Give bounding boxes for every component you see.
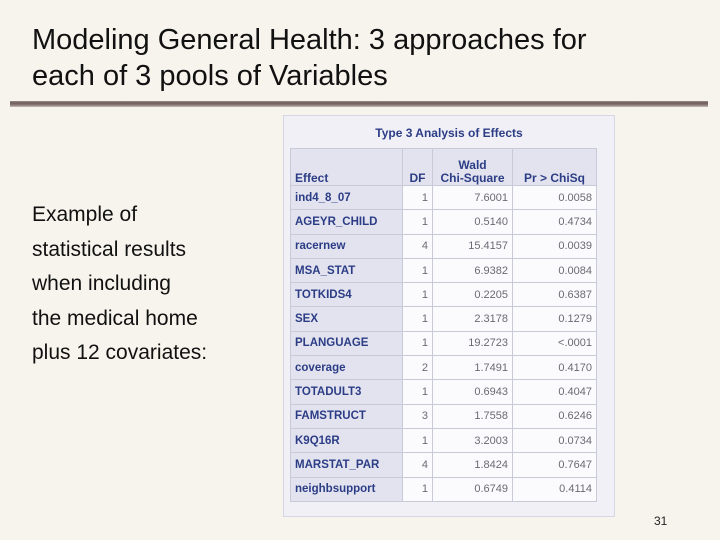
cell-effect: coverage xyxy=(291,356,403,380)
cell-df: 3 xyxy=(403,404,433,428)
cell-effect: TOTADULT3 xyxy=(291,380,403,404)
cell-chisq: 7.6001 xyxy=(433,186,513,210)
table-row xyxy=(291,380,597,404)
cell-pvalue: 0.4047 xyxy=(513,380,597,404)
table-header-row xyxy=(291,149,597,186)
cell-pvalue: 0.0084 xyxy=(513,258,597,282)
header-wald-line2: Chi-Square xyxy=(440,171,505,185)
cell-chisq: 1.8424 xyxy=(433,453,513,477)
table-title: Type 3 Analysis of Effects xyxy=(375,126,523,140)
title-line-1: Modeling General Health: 3 approaches for xyxy=(32,24,587,56)
cell-pvalue: 0.4734 xyxy=(513,210,597,234)
cell-df: 4 xyxy=(403,234,433,258)
table-row xyxy=(291,428,597,452)
cell-df: 1 xyxy=(403,428,433,452)
cell-pvalue: 0.4114 xyxy=(513,477,597,501)
cell-effect: K9Q16R xyxy=(291,428,403,452)
table-row xyxy=(291,453,597,477)
cell-pvalue: 0.0058 xyxy=(513,186,597,210)
cell-chisq: 2.3178 xyxy=(433,307,513,331)
table-row xyxy=(291,307,597,331)
cell-effect: racernew xyxy=(291,234,403,258)
cell-df: 1 xyxy=(403,307,433,331)
cell-df: 1 xyxy=(403,258,433,282)
cell-df: 1 xyxy=(403,380,433,404)
cell-df: 2 xyxy=(403,356,433,380)
cell-df: 1 xyxy=(403,283,433,307)
header-pvalue: Pr > ChiSq xyxy=(513,149,597,186)
body-text xyxy=(32,198,267,371)
body-line: when including xyxy=(32,272,171,295)
cell-pvalue: <.0001 xyxy=(513,331,597,355)
cell-pvalue: 0.1279 xyxy=(513,307,597,331)
cell-pvalue: 0.0734 xyxy=(513,428,597,452)
slide-title xyxy=(32,22,692,94)
header-df: DF xyxy=(403,149,433,186)
cell-effect: FAMSTRUCT xyxy=(291,404,403,428)
header-wald xyxy=(433,149,513,186)
cell-effect: MSA_STAT xyxy=(291,258,403,282)
table-body xyxy=(291,186,597,502)
table-row xyxy=(291,186,597,210)
cell-df: 1 xyxy=(403,186,433,210)
title-divider xyxy=(10,101,708,107)
cell-chisq: 6.9382 xyxy=(433,258,513,282)
body-line: plus 12 covariates: xyxy=(32,341,208,364)
cell-df: 1 xyxy=(403,331,433,355)
header-effect: Effect xyxy=(291,149,403,186)
cell-effect: ind4_8_07 xyxy=(291,186,403,210)
cell-chisq: 0.5140 xyxy=(433,210,513,234)
effects-table xyxy=(290,148,597,502)
body-line: Example of xyxy=(32,203,138,226)
cell-effect: SEX xyxy=(291,307,403,331)
cell-df: 4 xyxy=(403,453,433,477)
body-line: statistical results xyxy=(32,237,187,261)
cell-chisq: 15.4157 xyxy=(433,234,513,258)
cell-effect: AGEYR_CHILD xyxy=(291,210,403,234)
table-row xyxy=(291,210,597,234)
cell-chisq: 3.2003 xyxy=(433,428,513,452)
cell-chisq: 1.7491 xyxy=(433,356,513,380)
cell-chisq: 0.2205 xyxy=(433,283,513,307)
page-number: 31 xyxy=(654,514,668,528)
table-row xyxy=(291,331,597,355)
cell-df: 1 xyxy=(403,210,433,234)
cell-chisq: 0.6749 xyxy=(433,477,513,501)
table-row xyxy=(291,477,597,501)
title-line-2: each of 3 pools of Variables xyxy=(32,60,388,92)
cell-effect: neighbsupport xyxy=(291,477,403,501)
cell-chisq: 0.6943 xyxy=(433,380,513,404)
header-wald-line1: Wald xyxy=(458,158,487,172)
table-row xyxy=(291,404,597,428)
cell-pvalue: 0.6387 xyxy=(513,283,597,307)
cell-pvalue: 0.4170 xyxy=(513,356,597,380)
cell-pvalue: 0.0039 xyxy=(513,234,597,258)
table-row xyxy=(291,356,597,380)
table-row xyxy=(291,283,597,307)
results-table-image xyxy=(283,115,615,517)
cell-pvalue: 0.7647 xyxy=(513,453,597,477)
cell-chisq: 1.7558 xyxy=(433,404,513,428)
table-row xyxy=(291,234,597,258)
body-line: the medical home xyxy=(32,306,198,330)
cell-effect: PLANGUAGE xyxy=(291,331,403,355)
cell-effect: MARSTAT_PAR xyxy=(291,453,403,477)
cell-effect: TOTKIDS4 xyxy=(291,283,403,307)
cell-chisq: 19.2723 xyxy=(433,331,513,355)
table-row xyxy=(291,258,597,282)
cell-df: 1 xyxy=(403,477,433,501)
cell-pvalue: 0.6246 xyxy=(513,404,597,428)
